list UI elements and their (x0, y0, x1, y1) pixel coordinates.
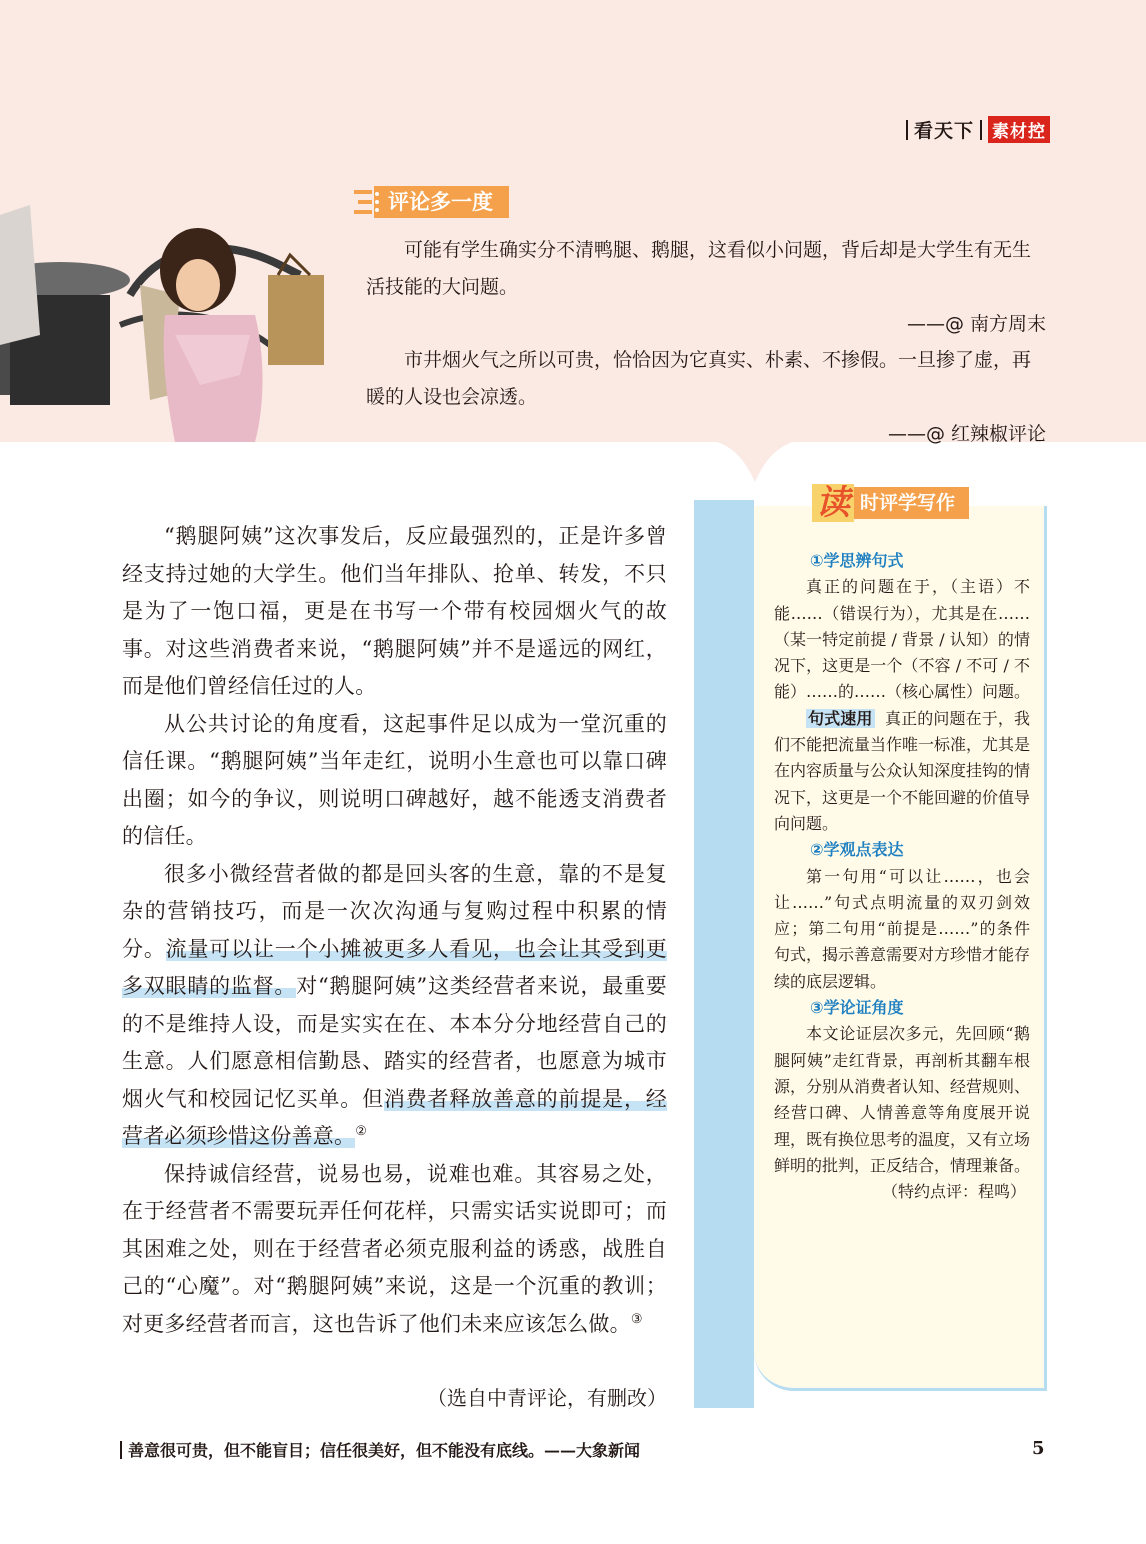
article-text: 保持诚信经营，说易也易，说难也难。其容易之处，在于经营者不需要玩弄任何花样，只需实话实说即可；而其困难之处，则在于经营者必须克服利益的诱惑，战胜自己的“心魔”。对“鹅腿阿姨”来说，这是一个沉重的教训；对更多经营者而言，这也告诉了他们未来应该怎么做。 (122, 1161, 667, 1336)
comment-item (366, 342, 1046, 453)
sidebar-reviewer: （特约点评：程鸣） (881, 1182, 1026, 1202)
sidebar-content (774, 548, 1030, 1205)
comment-source: ——@ 红辣椒评论 (887, 423, 1046, 445)
highlighted-sentence: 消费者释放善意的前提是，经营者必须珍惜这份善意。 (122, 1086, 667, 1148)
stripes-icon (352, 186, 380, 218)
street-vendor-illustration (0, 185, 340, 442)
sidebar-badge (812, 484, 969, 522)
section-badge: 素材控 (988, 116, 1050, 143)
comment-box-title (352, 186, 509, 218)
article-text: 对“鹅腿阿姨”这类经营者来说，最重要的不是维持人设，而是实实在在、本本分分地经营自己的生意。人们愿意相信勤恳、踏实的经营者，也愿意为城市烟火气和校园记忆买单。但 (122, 974, 667, 1111)
comment-source: ——@ 南方周末 (906, 313, 1046, 335)
header-divider (906, 120, 908, 140)
highlighted-sentence: 流量可以让一个小摊被更多人看见，也会让其受到更多双眼睛的监督。 (122, 936, 667, 998)
article-paragraph: “鹅腿阿姨”这次事发后，反应最强烈的，正是许多曾经支持过她的大学生。他们当年排队、抢单、转发，不只是为了一饱口福，更是在书写一个带有校园烟火气的故事。对这些消费者来说，“鹅腿阿姨”并不是遥远的网红，而是他们曾经信任过的人。 (122, 524, 667, 698)
header-divider (980, 120, 982, 140)
annotation-marker: ② (355, 1124, 368, 1139)
article-paragraph (122, 1156, 667, 1344)
section-name: 看天下 (914, 120, 975, 142)
sidebar-accent (694, 500, 754, 1408)
comment-text: 可能有学生确实分不清鸭腿、鹅腿，这看似小问题，背后却是大学生有无生活技能的大问题。 (366, 239, 1032, 298)
article-source: （选自中青评论，有删改） (427, 1386, 667, 1410)
sidebar-text: 本文论证层次多元，先回顾“鹅腿阿姨”走红背景，再剖析其翻车根源，分别从消费者认知、经营规则、经营口碑、人情善意等角度展开说理，既有换位思考的温度，又有立场鲜明的批判，正反结合，情理兼备。 (774, 1024, 1031, 1175)
article-paragraph (122, 856, 667, 1156)
annotation-marker: ③ (630, 1311, 643, 1327)
comment-item (366, 232, 1046, 343)
sidebar-badge-label: 时评学写作 (854, 487, 969, 519)
sidebar-section-title: ③学论证角度 (810, 998, 904, 1018)
comment-text: 市井烟火气之所以可贵，恰恰因为它真实、朴素、不掺假。一旦掺了虚，再暖的人设也会凉透。 (366, 349, 1032, 408)
footer-quote (120, 1438, 640, 1461)
footer-divider (120, 1441, 122, 1459)
section-header (906, 116, 1050, 143)
sidebar-tag: 句式速用 (808, 708, 873, 728)
sidebar-badge-char: 读 (812, 484, 854, 522)
footer-quote-text: 善意很可贵，但不能盲目；信任很美好，但不能没有底线。——大象新闻 (128, 1441, 641, 1460)
sidebar-text: 第一句用“可以让……，也会让……”句式点明流量的双刃剑效应；第二句用“前提是……”的条件句式，揭示善意需要对方珍惜才能存续的底层逻辑。 (774, 866, 1031, 991)
sidebar-example: 真正的问题在于，我们不能把流量当作唯一标准，尤其是在内容质量与公众认知深度挂钩的情况下，这更是一个不能回避的价值导向问题。 (774, 708, 1031, 833)
page-number: 5 (1032, 1438, 1045, 1459)
article-paragraph: 从公共讨论的角度看，这起事件足以成为一堂沉重的信任课。“鹅腿阿姨”当年走红，说明小生意也可以靠口碑出圈；如今的争议，则说明口碑越好，越不能透支消费者的信任。 (122, 711, 667, 848)
comment-box-label: 评论多一度 (380, 186, 509, 218)
sidebar-section-title: ①学思辨句式 (810, 551, 904, 570)
article-body (122, 518, 667, 1343)
sidebar-text: 真正的问题在于，（主语）不能……（错误行为），尤其是在……（某一特定前提 / 背景 / 认知）的情况下，这更是一个（不容 / 不可 / 不能）……的……（核心属性）问题。 (774, 577, 1031, 702)
sidebar-section-title: ②学观点表达 (810, 840, 904, 860)
sidebar-text (774, 706, 1030, 837)
article-text: 很多小微经营者做的都是回头客的生意，靠的不是复杂的营销技巧，而是一次次沟通与复购过程中积累的情分。 (122, 861, 667, 961)
